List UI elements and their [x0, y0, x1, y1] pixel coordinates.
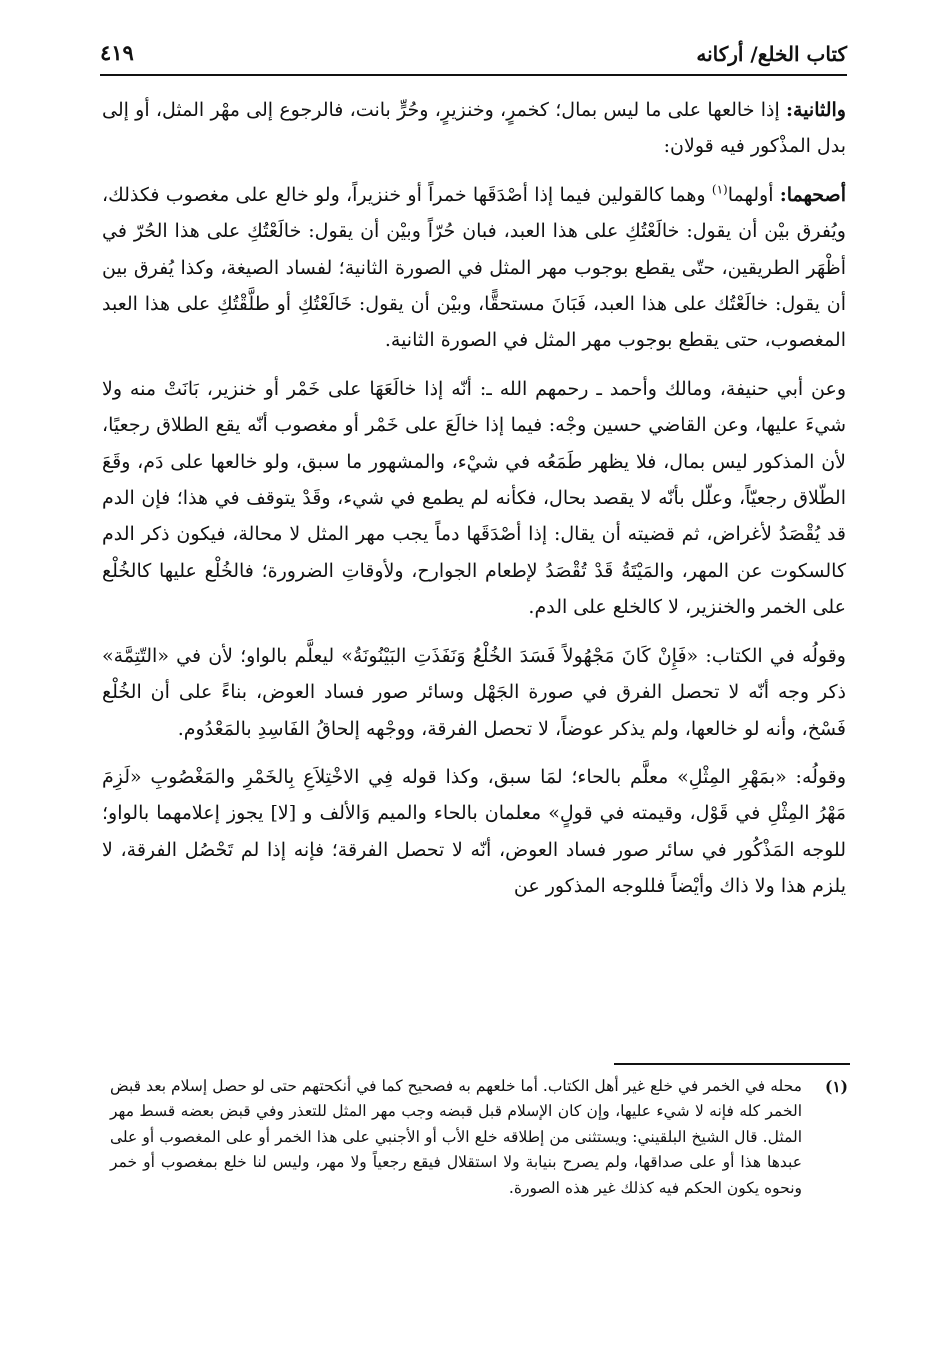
running-title: كتاب الخلع/ أركانه [696, 42, 847, 66]
footnote-text: محله في الخمر في خلع غير أهل الكتاب. أما خلعهم به فصحيح كما في أنكحتهم حتى لو حصل إسلام بعد قبض الخمر كله فإنه لا شيء عليها، وإن كان الإسلام قبل قبضه وجب مهر المثل للتعذر وفي قبض بعضه قسط مهر المثل. قال الشيخ البلقيني: ويستثنى من إطلاقه خلع الأب أو الأجنبي على هذا الخمر أو على المغصوب أو على عبدها هذا أو على صداقها، ولم يصرح بنيابة ولا استقلال فيقع رجعياً ولا مهر، وليس لنا خلع بمغصوب أو خمر ونحوه يكون الحكم فيه كذلك غير هذه الصورة. [110, 1077, 802, 1197]
footnote-divider [614, 1063, 850, 1065]
paragraph-abu-hanifa [102, 371, 846, 626]
paragraph-text: وعن أبي حنيفة، ومالك وأحمد ـ رحمهم الله ـ: أنّه إذا خالَعَهَا على خَمْر أو خنزير، بَانَتْ منه ولا شيءَ عليها، وعن القاضي حسين وجْه: فيما إذا خالَعَ على خَمْر أو مغصوب أنّه يقع الطلاق رجعيًا، لأن المذكور ليس بمال، فلا يظهر طَمَعُه في شيْء، والمشهور ما سبق، ولو خالعها على دَم، وقَعَ الطّلاق رجعيّاً، وعلّل بأنّه لا يقصد بحال، فكأنه لم يطمع في شيء، وقَدْ يتوقف في هذا؛ فإن الدم قد يُقْصَدُ لأغراض، ثم قضيته أن يقال: إذا أصْدَقَها دماً يجب مهر المثل لا محالة، فيكون ذكر الدم كالسكوت عن المهر، والمَيْتَةُ قَدْ تُقْصَدُ لإطعام الجوارح، ولأوقاتِ الضرورة؛ فالخُلْع عليها كالخُلْع على الخمر والخنزير، لا كالخلع على الدم. [102, 377, 846, 619]
paragraph-text: وقولُه: «بمَهْرِ المِثْلِ» معلَّم بالحاء؛ لمَا سبق، وكذا قوله فِي الاخْتِلاَعِ بِالخَمْرِ والمَغْصُوبِ «لَزِمَ مَهْرُ المِثْلِ في قَوْل، وقيمته في قولٍ» معلمان بالحاء والميم وَالألف و [لا] يجوز إعلامهما بالواو؛ للوجه المَذْكُور في سائر صور فساد العوض، أنّه لا تحصل الفرقة؛ فإنه إذا لم تَحْصُل الفرقة، لا يلزم هذا ولا ذاك وأيْضاً فللوجه المذكور عن [102, 765, 846, 898]
footnote-number: (١) [824, 1077, 848, 1096]
footnote [110, 1074, 848, 1201]
paragraph-lead: أصحهما: [779, 183, 846, 206]
main-text [102, 92, 846, 917]
page-number: ٤١٩ [100, 40, 134, 65]
paragraph-text: أولهما [727, 183, 780, 206]
paragraph-more-correct [102, 177, 846, 359]
paragraph-text: إذا خالعها على ما ليس بمال؛ كخمرٍ، وخنزيرٍ، وحُرٍّ بانت، فالرجوع إلى مهْر المثل، أو إلى بدل المذْكور فيه قولان: [102, 99, 846, 158]
paragraph-mahr-al-mithl [102, 759, 846, 905]
page-header [100, 34, 847, 76]
footnote-reference[interactable]: (١) [711, 182, 728, 197]
paragraph-book-statement [102, 638, 846, 747]
paragraph-text: وقولُه في الكتاب: «فَإِنْ كَانَ مَجْهُولاً فَسَدَ الخُلْعُ وَنَفَذَتِ البَيْنُونَةُ» ليعلَّم بالواو؛ لأن في «التّتِمَّة» ذكر وجه أنّه لا تحصل الفرق في صورة الجَهْل وسائر صور فساد العوض، بناءً على أن الخُلْع فَسْخ، وأنه لو خالعها، ولم يذكر عوضاً، لا تحصل الفرقة، ووجْهه إلحاقُ الفَاسِدِ بالمَعْدُوم. [102, 644, 846, 740]
paragraph-text: وهما كالقولين فيما إذا أصْدَقَها خمراً أو خنزيراً، ولو خالع على مغصوب فكذلك، ويُفرق بيْن أن يقول: خالَعْتُكِ على هذا العبد، فبان حُرّاً وبيْن أن يقول: خالَعْتُكِ على هذا الحُرّ في أظْهَر الطريقين، حتّى يقطع بوجوب مهر المثل في الصورة الثانية؛ لفساد الصيغة، وكذا يُفرق بين أن يقول: خالَعْتُك على هذا العبد، فَبَانَ مستحقًّا، وبيْن أن يقول: خَالَعْتُكِ أو طلَّقْتُكِ على هذا العبد المغصوب، حتى يقطع بوجوب مهر المثل في الصورة الثانية. [102, 183, 846, 352]
paragraph-second-case [102, 92, 846, 165]
paragraph-lead: والثانية: [786, 99, 846, 121]
